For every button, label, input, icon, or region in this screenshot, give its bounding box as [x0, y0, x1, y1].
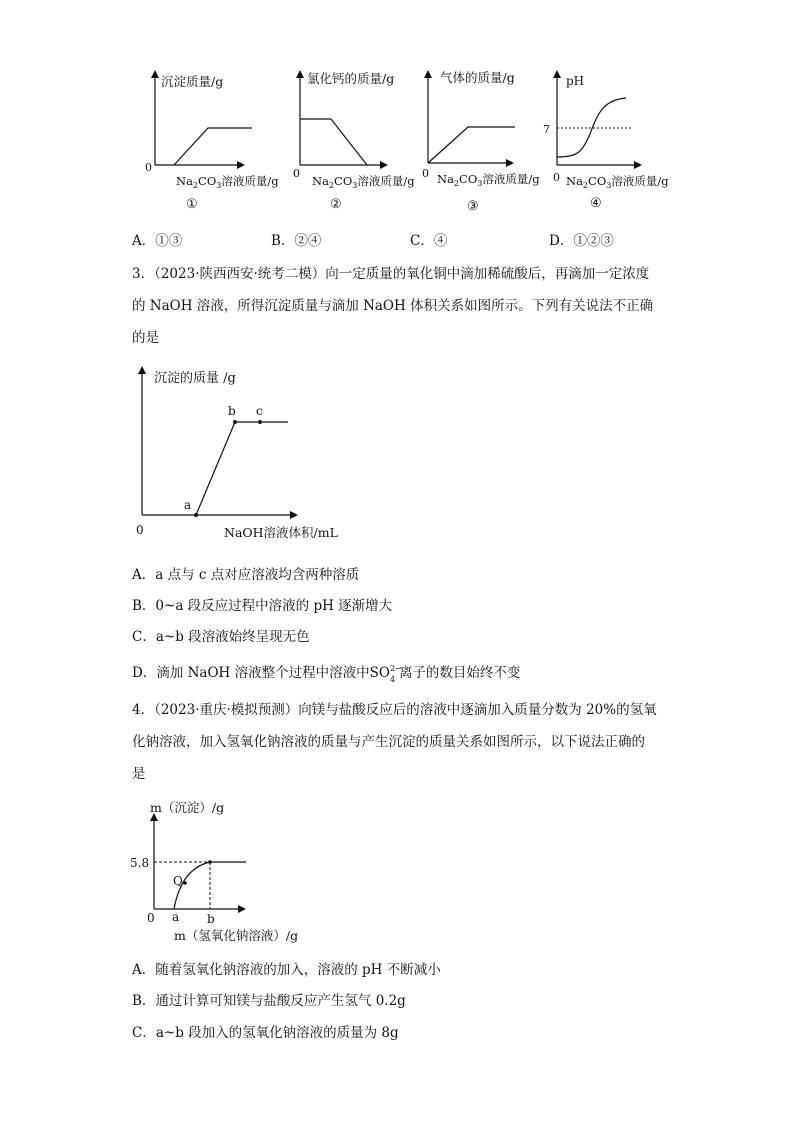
q3-option-c: C．a~b 段溶液始终呈现无色 — [132, 629, 310, 645]
q3-curve — [196, 422, 288, 515]
q4-tick-5.8: 5.8 — [130, 856, 150, 870]
q3-point-a — [194, 513, 198, 517]
q3-option-d-text: D．滴加 NaOH 溶液整个过程中溶液中 — [132, 665, 370, 681]
q3-label-b: b — [228, 404, 236, 418]
q2-option-a: A．①③ — [132, 233, 183, 249]
q4-graph — [130, 795, 340, 950]
q4-option-a: A．随着氢氧化钠溶液的加入，溶液的 pH 不断减小 — [132, 962, 441, 978]
graph-2 — [293, 71, 415, 212]
graph-3-curve — [428, 127, 515, 163]
q3-option-d — [132, 664, 520, 682]
graph-4-number: ④ — [590, 196, 602, 211]
q4-point-q — [183, 881, 187, 885]
graph-3-ylabel: 气体的质量/g — [440, 70, 515, 85]
q2-option-b: B．②④ — [271, 233, 322, 249]
q3-origin: 0 — [136, 523, 144, 537]
q2-option-d: D．①②③ — [549, 233, 614, 249]
graph-2-xlabel: $Na_2CO_3$溶液质量/g — [312, 174, 415, 190]
graph-4 — [543, 72, 669, 211]
graph-3-xlabel: $Na_2CO_3$溶液质量/g — [437, 172, 540, 188]
graph-1-xlabel: $Na_2CO_3$溶液质量/g — [176, 174, 279, 190]
q4-origin: 0 — [147, 911, 155, 925]
q4-label-a: a — [172, 910, 180, 924]
graph-4-ylabel: pH — [566, 74, 585, 88]
graph-2-curve — [300, 119, 367, 165]
q4-ylabel: m（沉淀）/g — [150, 800, 225, 815]
q4-stem-line2: 化钠溶液，加入氢氧化钠溶液的质量与产生沉淀的质量关系如图所示，以下说法正确的 — [132, 734, 645, 750]
q4-option-c: C．a~b 段加入的氢氧化钠溶液的质量为 8g — [132, 1025, 399, 1041]
graph-1-curve — [174, 128, 252, 165]
q4-stem-line3: 是 — [132, 766, 146, 782]
graph-2-ylabel: 氯化钙的质量/g — [307, 71, 395, 86]
graph-3 — [422, 70, 540, 214]
graph-2-number: ② — [330, 197, 342, 212]
q3-stem-line1: 3．（2023·陕西西安·统考二模）向一定质量的氧化铜中滴加稀硫酸后，再滴加一定浓度 — [132, 266, 650, 282]
q3-graph — [120, 360, 340, 550]
q4-stem-line1: 4．（2023·重庆·模拟预测）向镁与盐酸反应后的溶液中逐滴加入质量分数为 20%的氢氧 — [132, 702, 657, 718]
graph-4-curve — [557, 98, 626, 157]
q4-option-b: B．通过计算可知镁与盐酸反应产生氢气 0.2g — [132, 993, 406, 1009]
q3-option-a: A．a 点与 c 点对应溶液均含两种溶质 — [132, 567, 360, 583]
graph-1 — [145, 72, 279, 212]
graph-4-tick-7: 7 — [543, 123, 550, 136]
sulfate-ion: SO 2− 4 — [369, 664, 402, 684]
q4-label-b: b — [207, 912, 215, 926]
q4-point-b — [208, 860, 212, 864]
q3-point-b — [233, 420, 237, 424]
q3-ylabel: 沉淀的质量 /g — [154, 371, 236, 386]
q4-xlabel: m（氢氧化钠溶液）/g — [174, 928, 299, 943]
graph-4-xlabel: $Na_2CO_3$溶液质量/g — [566, 174, 669, 190]
graph-1-origin: 0 — [145, 161, 152, 174]
q3-label-a: a — [184, 498, 192, 512]
q3-point-c — [258, 420, 262, 424]
graph-1-ylabel: 沉淀质量/g — [161, 74, 224, 89]
graph-4-origin: 0 — [553, 171, 560, 184]
graph-3-number: ③ — [467, 199, 479, 214]
graph-2-origin: 0 — [293, 167, 300, 180]
graph-1-number: ① — [186, 197, 198, 212]
graph-3-origin: 0 — [422, 167, 429, 180]
q3-option-b: B．0~a 段反应过程中溶液的 pH 逐渐增大 — [132, 598, 393, 614]
top-graphs — [0, 60, 794, 220]
q3-stem-line2: 的 NaOH 溶液，所得沉淀质量与滴加 NaOH 体积关系如图所示。下列有关说法不正确 — [132, 298, 654, 314]
q3-option-d-text-end: 离子的数目始终不变 — [398, 665, 521, 681]
q2-option-c: C．④ — [410, 233, 448, 249]
q4-label-q: Q — [173, 874, 183, 888]
q3-stem-line3: 的是 — [132, 330, 159, 346]
q3-label-c: c — [256, 404, 263, 418]
q3-xlabel: NaOH溶液体积/mL — [224, 525, 338, 540]
